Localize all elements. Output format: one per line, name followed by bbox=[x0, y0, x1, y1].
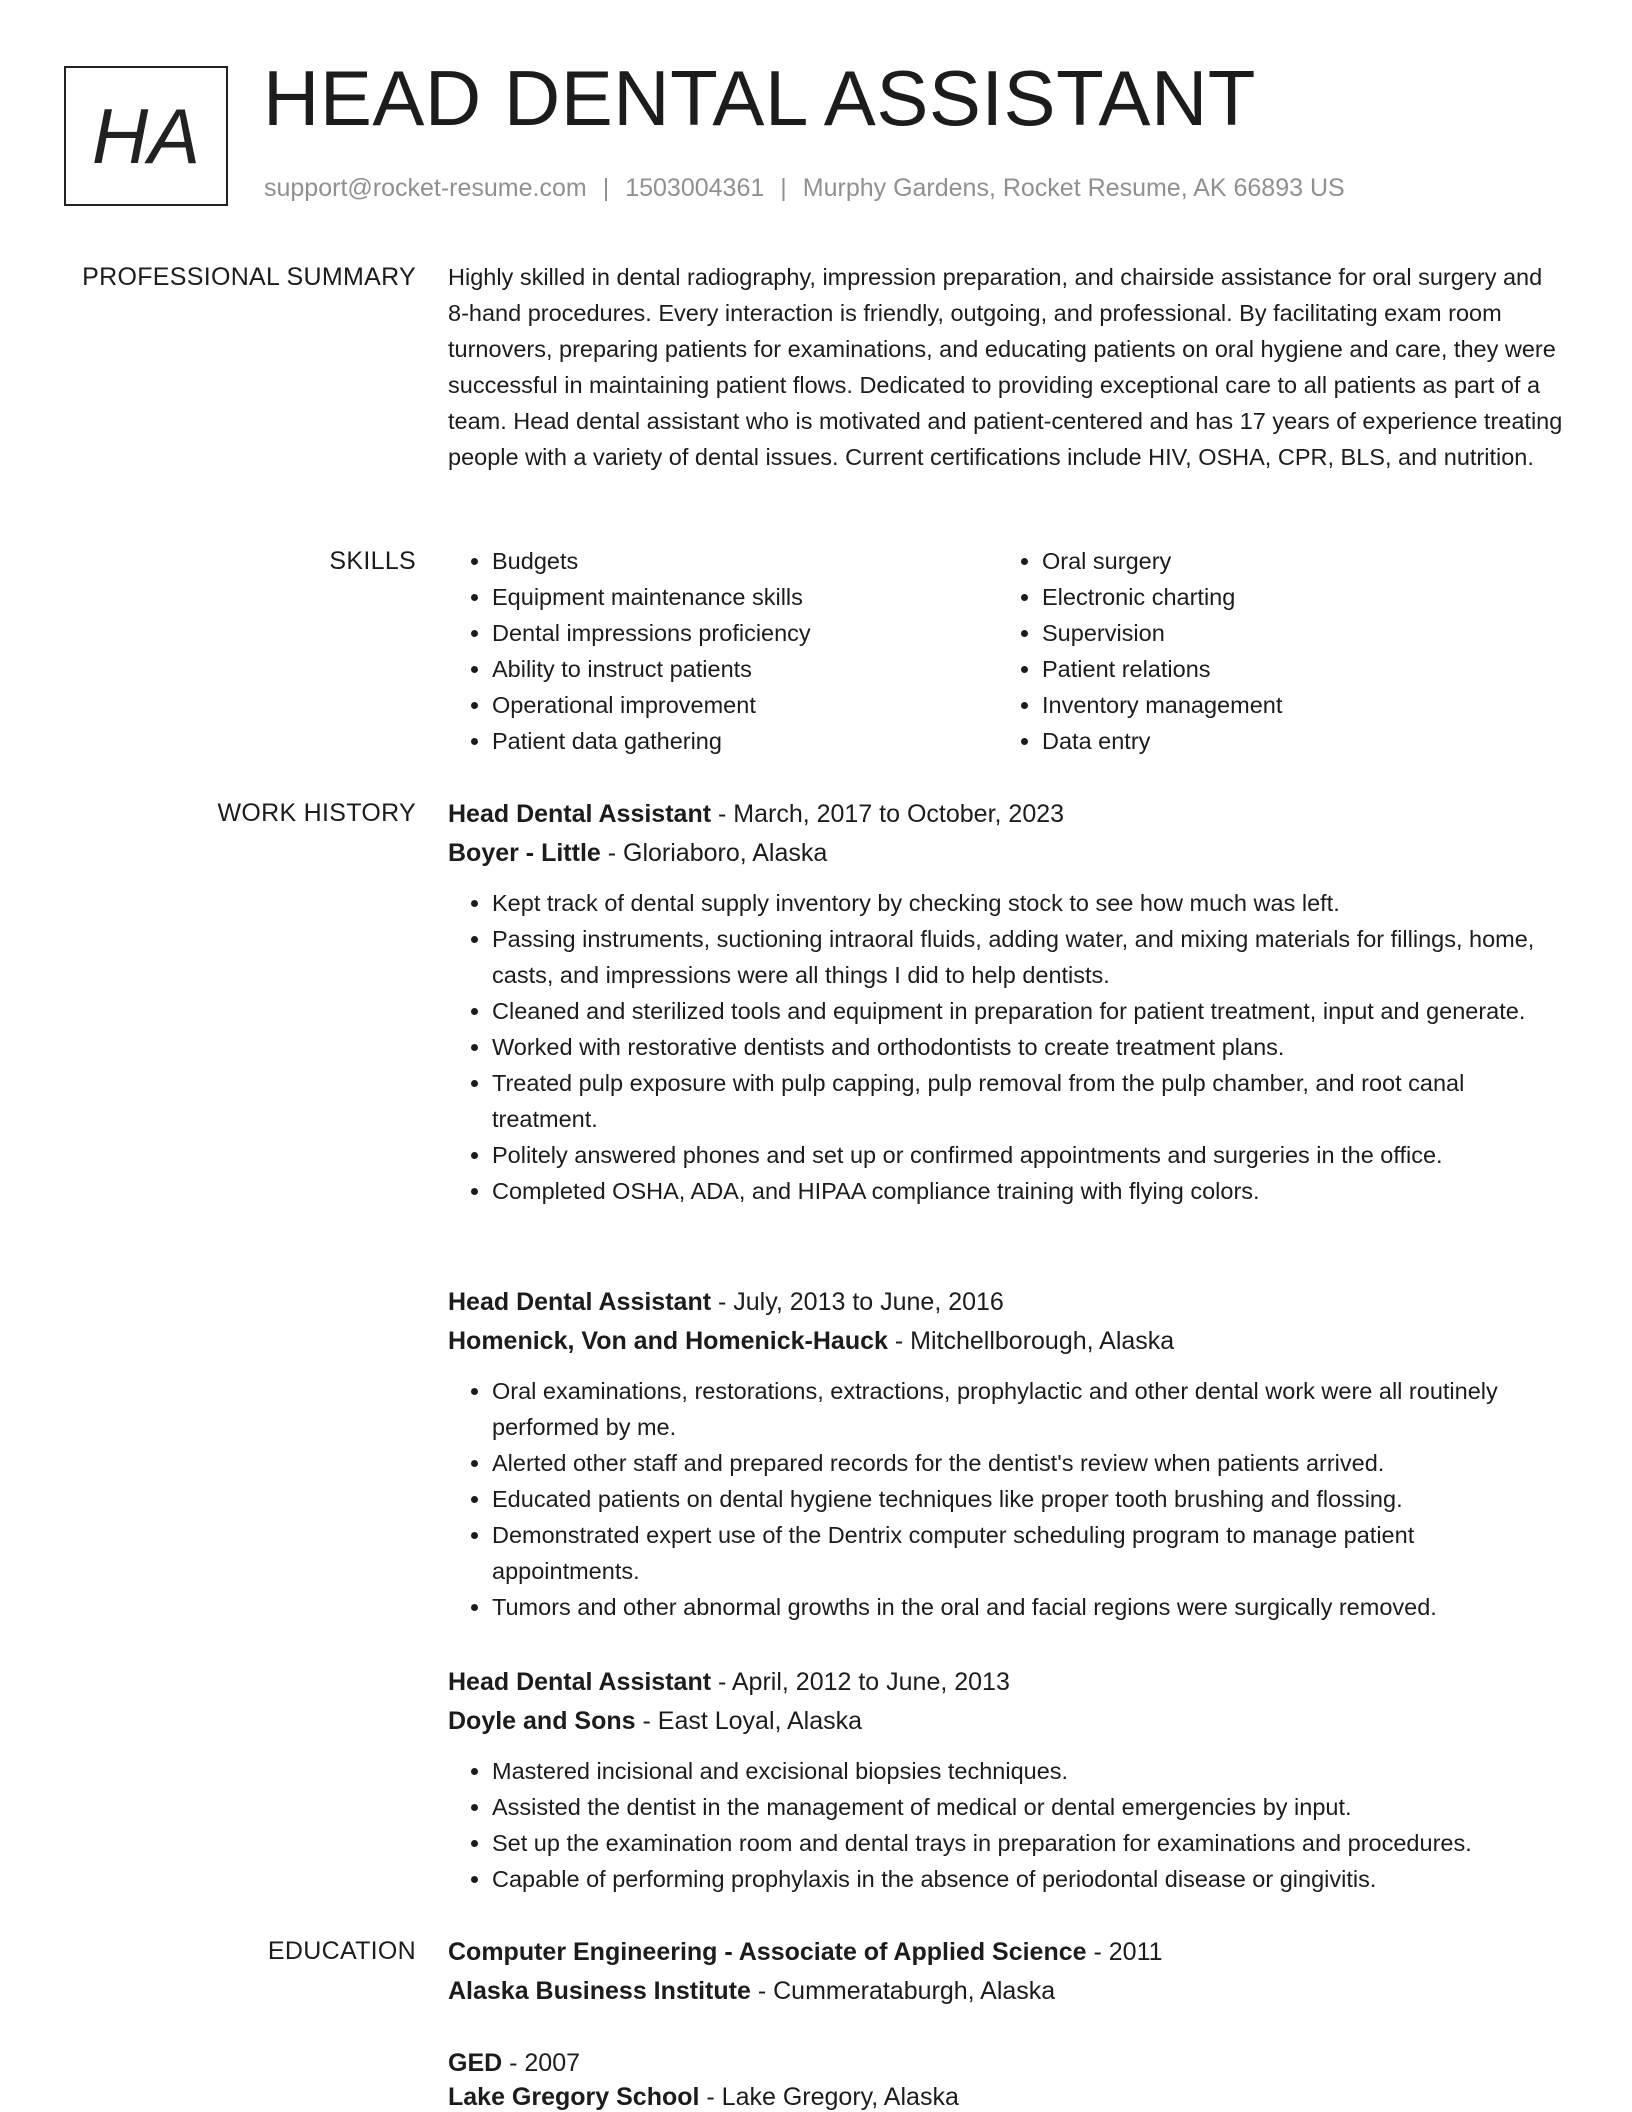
skill-item: • Budgets bbox=[492, 543, 998, 579]
skills-list-left bbox=[448, 543, 998, 759]
job-company: Boyer - Little bbox=[448, 839, 601, 867]
duty-item: • Tumors and other abnormal growths in the oral and facial regions were surgically removed. bbox=[492, 1589, 1568, 1625]
initials-monogram: HA bbox=[64, 66, 228, 206]
job-duties bbox=[448, 885, 1568, 1209]
school-line bbox=[448, 1971, 1568, 2011]
job-dates: - March, 2017 to October, 2023 bbox=[711, 800, 1065, 828]
duty-item: • Educated patients on dental hygiene techniques like proper tooth brushing and flossing. bbox=[492, 1481, 1568, 1517]
school: Alaska Business Institute bbox=[448, 1977, 751, 2005]
job-title-line bbox=[448, 795, 1568, 833]
skill-item: • Patient relations bbox=[1042, 651, 1548, 687]
duty-item: • Kept track of dental supply inventory by checking stock to see how much was left. bbox=[492, 885, 1568, 921]
skills-list-right bbox=[998, 543, 1548, 759]
job-title: Head Dental Assistant bbox=[448, 800, 712, 828]
work-history-content bbox=[448, 1283, 1568, 1625]
skill-item: • Ability to instruct patients bbox=[492, 651, 998, 687]
duty-item: • Passing instruments, suctioning intraoral fluids, adding water, and mixing materials for fillings, home, casts, and impressions were all things I did to help dentists. bbox=[492, 921, 1568, 993]
duty-item: • Alerted other staff and prepared records for the dentist's review when patients arrived. bbox=[492, 1445, 1568, 1481]
job-entry bbox=[448, 1283, 1568, 1625]
section-label-work-history: WORK HISTORY bbox=[217, 799, 416, 827]
duty-item: • Cleaned and sterilized tools and equipment in preparation for patient treatment, input and generate. bbox=[492, 993, 1568, 1029]
job-company: Doyle and Sons bbox=[448, 1707, 636, 1735]
duty-item: • Completed OSHA, ADA, and HIPAA compliance training with flying colors. bbox=[492, 1173, 1568, 1209]
job-company: Homenick, Von and Homenick-Hauck bbox=[448, 1327, 888, 1355]
job-title-line bbox=[448, 1283, 1568, 1321]
resume-title: HEAD DENTAL ASSISTANT bbox=[263, 54, 1256, 142]
skill-item: • Dental impressions proficiency bbox=[492, 615, 998, 651]
job-company-line bbox=[448, 1701, 1568, 1741]
job-duties bbox=[448, 1753, 1568, 1897]
skill-item: • Oral surgery bbox=[1042, 543, 1548, 579]
school: Lake Gregory School bbox=[448, 2083, 700, 2110]
duty-item: • Politely answered phones and set up or confirmed appointments and surgeries in the office. bbox=[492, 1137, 1568, 1173]
skill-item: • Supervision bbox=[1042, 615, 1548, 651]
section-label-education: EDUCATION bbox=[267, 1937, 416, 1965]
section-label-summary: PROFESSIONAL SUMMARY bbox=[82, 263, 416, 291]
school-location: - Cummerataburgh, Alaska bbox=[750, 1977, 1056, 2005]
skill-item: • Equipment maintenance skills bbox=[492, 579, 998, 615]
job-location: - Mitchellborough, Alaska bbox=[887, 1327, 1175, 1355]
duty-item: • Worked with restorative dentists and orthodontists to create treatment plans. bbox=[492, 1029, 1568, 1065]
job-location: - East Loyal, Alaska bbox=[635, 1707, 863, 1735]
section-label-skills: SKILLS bbox=[329, 547, 416, 575]
skill-item: • Electronic charting bbox=[1042, 579, 1548, 615]
phone-number: 1503004361 bbox=[625, 174, 765, 202]
summary-content bbox=[448, 259, 1568, 475]
email-link[interactable]: support@rocket-resume.com bbox=[264, 174, 587, 202]
degree-line bbox=[448, 2044, 1568, 2082]
duty-item: • Oral examinations, restorations, extractions, prophylactic and other dental work were all routinely performed by me. bbox=[492, 1373, 1568, 1445]
job-dates: - July, 2013 to June, 2016 bbox=[711, 1288, 1004, 1316]
duty-item: • Assisted the dentist in the management of medical or dental emergencies by input. bbox=[492, 1789, 1568, 1825]
skill-item: • Data entry bbox=[1042, 723, 1548, 759]
education-entry bbox=[448, 2044, 1568, 2110]
skill-item: • Inventory management bbox=[1042, 687, 1548, 723]
contact-separator: | bbox=[780, 174, 787, 202]
contact-separator: | bbox=[602, 174, 610, 202]
school-location: - Lake Gregory, Alaska bbox=[699, 2083, 959, 2110]
job-dates: - April, 2012 to June, 2013 bbox=[711, 1668, 1010, 1696]
degree: Computer Engineering - Associate of Applied Science bbox=[448, 1938, 1087, 1966]
job-entry bbox=[448, 1663, 1568, 1897]
job-duties bbox=[448, 1373, 1568, 1625]
skill-item: • Patient data gathering bbox=[492, 723, 998, 759]
job-title: Head Dental Assistant bbox=[448, 1668, 712, 1696]
skill-item: • Operational improvement bbox=[492, 687, 998, 723]
address: Murphy Gardens, Rocket Resume, AK 66893 US bbox=[802, 174, 1345, 202]
duty-item: • Set up the examination room and dental trays in preparation for examinations and procedures. bbox=[492, 1825, 1568, 1861]
degree-year: - 2011 bbox=[1086, 1938, 1163, 1966]
contact-line bbox=[264, 174, 1345, 203]
job-title: Head Dental Assistant bbox=[448, 1288, 712, 1316]
job-location: - Gloriaboro, Alaska bbox=[600, 839, 828, 867]
duty-item: • Treated pulp exposure with pulp capping, pulp removal from the pulp chamber, and root canal treatment. bbox=[492, 1065, 1568, 1137]
job-company-line bbox=[448, 833, 1568, 873]
degree: GED bbox=[448, 2049, 503, 2077]
education-content bbox=[448, 1933, 1568, 2011]
duty-item: • Mastered incisional and excisional biopsies techniques. bbox=[492, 1753, 1568, 1789]
work-history-content bbox=[448, 795, 1568, 1209]
education-entry bbox=[448, 1933, 1568, 2011]
school-line bbox=[448, 2082, 1568, 2110]
skills-columns bbox=[448, 543, 1568, 759]
work-history-content bbox=[448, 1663, 1568, 1897]
job-company-line bbox=[448, 1321, 1568, 1361]
degree-year: - 2007 bbox=[502, 2049, 581, 2077]
job-entry bbox=[448, 795, 1568, 1209]
duty-item: • Capable of performing prophylaxis in the absence of periodontal disease or gingivitis. bbox=[492, 1861, 1568, 1897]
summary-text: Highly skilled in dental radiography, impression preparation, and chairside assistance for oral surgery and 8-hand procedures. Every interaction is friendly, outgoing, and professional. By facilitating exam room turnovers, preparing patients for examinations, and educating patients on oral hygiene and care, they were successful in maintaining patient flows. Dedicated to providing exceptional care to all patients as part of a team. Head dental assistant who is motivated and patient-centered and has 17 years of experience treating people with a variety of dental issues. Current certifications include HIV, OSHA, CPR, BLS, and nutrition. bbox=[448, 264, 1563, 470]
education-content bbox=[448, 2044, 1568, 2110]
degree-line bbox=[448, 1933, 1568, 1971]
job-title-line bbox=[448, 1663, 1568, 1701]
duty-item: • Demonstrated expert use of the Dentrix computer scheduling program to manage patient appointments. bbox=[492, 1517, 1568, 1589]
